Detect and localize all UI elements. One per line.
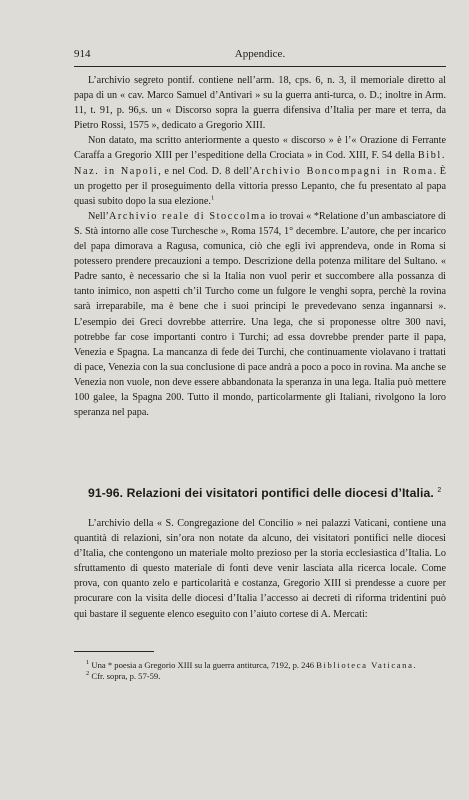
page-number: 914 xyxy=(74,48,91,60)
footnote-text: . xyxy=(413,660,416,670)
footnote-ref: 2 xyxy=(437,486,442,494)
text-run: Non datato, ma scritto anteriormente a questo « discorso » è l’« Orazione di Ferrante Caraffa a Gregorio XIII per l’espeditione della Crociata » in Cod. XIII, F. 54 della xyxy=(74,135,446,162)
footnote xyxy=(74,671,446,682)
archive-name: Biblioteca Vaticana xyxy=(316,660,414,670)
footnote xyxy=(74,660,446,671)
section-text xyxy=(74,516,446,622)
running-title: Appendice. xyxy=(234,48,286,60)
section-heading-text: 91-96. Relazioni dei visitatori pontifici delle diocesi d’Italia. xyxy=(88,486,434,500)
footnote-number: 2 xyxy=(86,670,90,678)
footnotes xyxy=(74,660,446,682)
paragraph: L’archivio della « S. Congregazione del Concilio » nei palazzi Vaticani, contiene una quantità di relazioni, sin’ora non notate da alcuno, dei visitatori pontifici nelle diocesi d’Italia, che contengono un materiale molto prezioso per la storia ecclesiastica d’Italia. Lo sfruttamento di questo materiale di fonti deve venir lasciata alla ricerca locale. Come prova, con quanto zelo e particolarità e costanza, Gregorio XIII si prendesse a cuore per procurare con la visita delle diocesi d’Italia l’accesso ai decreti di riforma tridentini può qui bastare il seguente elenco eseguito con l’aiuto cortese di A. Mercati: xyxy=(74,518,446,620)
section-heading xyxy=(88,486,448,500)
footnote-text: Una * poesia a Gregorio XIII su la guerra antiturca, 7192, p. 246 xyxy=(89,660,317,670)
text-run: Nell’ xyxy=(88,210,109,222)
text-run: , e nel Cod. D. 8 dell’ xyxy=(158,165,253,177)
archive-name: Archivio Boncompagni in Roma xyxy=(252,165,434,177)
text-run: . È un progetto per il proseguimento della vittoria presso Lepanto, che fu presentato al papa quasi subito dopo la sua elezione. xyxy=(74,165,446,207)
footnote-ref: 1 xyxy=(210,194,215,202)
footnote-text: Cfr. sopra, p. 57-59. xyxy=(89,671,161,682)
footnote-rule xyxy=(74,651,154,652)
archive-name: Bibl. Naz. in Napoli xyxy=(74,150,446,177)
paragraph xyxy=(74,209,446,420)
archive-name: Archivio reale di Stoccolma xyxy=(108,210,267,222)
header-rule xyxy=(74,66,446,67)
text-run: io trovai « *Relatione d’un ambasciatore di S. Stà intorno alle cose Turchesche », Roma 1574, 1° decembre. L’autore, che per incarico del papa dimorava a Ragusa, comunica, ciò che egli ivi apprendeva, onde in Roma si potessero prendere precauzioni a tempo. Descrizione della potenza militare del Sultano. « Padre santo, è necessario che si la Italia non vuol perir et succombere alla possanza di tanto inimico, non aspetti ch’il Turcho come un fulgore le venghi sopra, perchè la rovina sarà irreparabile, ma è bene che i suoi principi le prevedevano senza ingannarsi ». L’esempio dei Greci dovrebbe atterrire. Una lega, che si proponesse oltre 300 navi, potrebbe far cose importanti contro i Turchi; ad essa dovrebbe prender parte il papa, Venezia e Spagna. La mancanza di fede dei Turchi, che continuamente violavano i trattati di pace, Venezia con la sua conclusione di pace andrà a poco a poco in rovina. Ma anche se Venezia non vuole, non deve essere abbandonata la speranza in una lega. Italia può mettere 100 galee, la Spagna 200. Tutto il mondo, particolarmente gli Italiani, rivolgono la loro speranza nel papa. xyxy=(74,210,447,419)
paragraph xyxy=(74,133,446,208)
paragraph: L’archivio segreto pontif. contiene nell’arm. 18, cps. 6, n. 3, il memoriale diretto al papa di un « cav. Marco Samuel d’Antivari » su la guerra anti-turca, o. D.; inoltre in Arm. 11, t. 91, p. 96,s. un « Discorso sopra la guerra difensiva d’Italia per mare et terra, da Pietro Rossi, 1575 », dedicato a Gregorio XIII. xyxy=(74,75,446,132)
footnote-number: 1 xyxy=(86,659,90,667)
running-header xyxy=(74,48,446,64)
main-text xyxy=(74,73,446,420)
